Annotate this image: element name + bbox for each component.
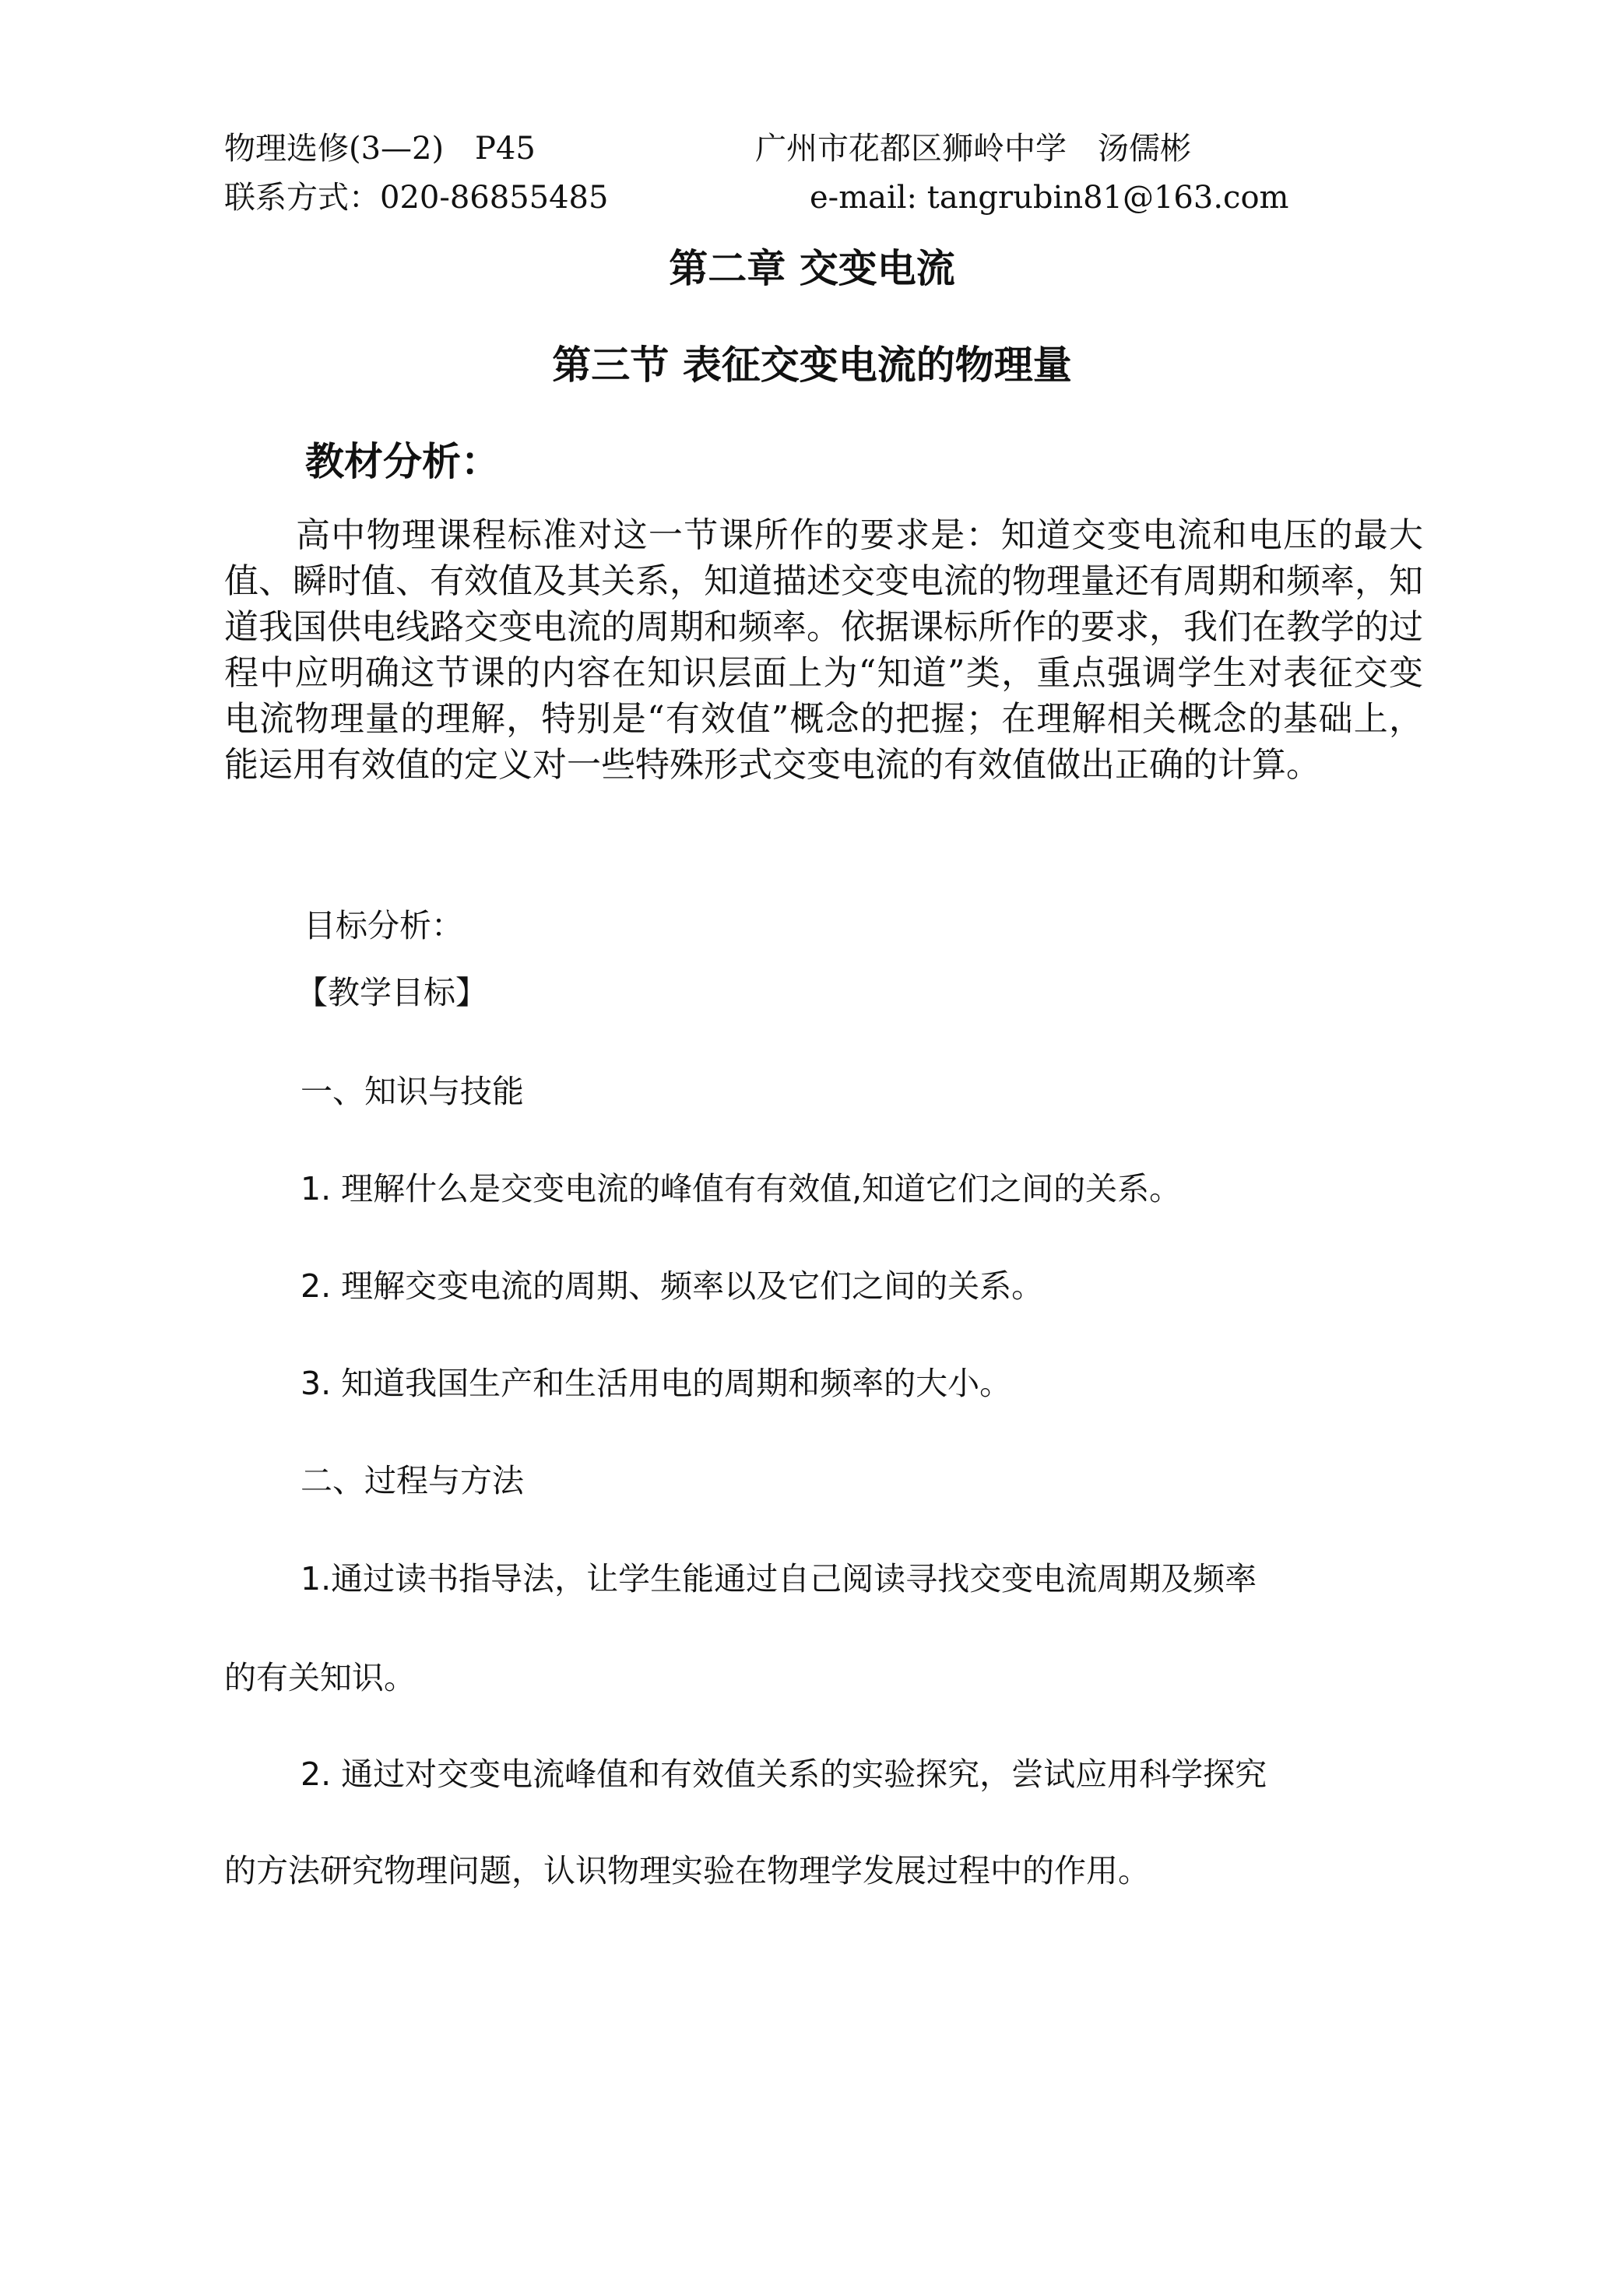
- process-item-1-line-2: 的有关知识。: [224, 1659, 416, 1696]
- teaching-goals-label: 【教学目标】: [296, 974, 487, 1011]
- knowledge-skills-heading: 一、知识与技能: [301, 1073, 524, 1110]
- knowledge-item-3: 3. 知道我国生产和生活用电的周期和频率的大小。: [301, 1365, 1012, 1402]
- material-analysis-heading: 教材分析：: [305, 439, 500, 484]
- header-email: e-mail: tangrubin81@163.com: [810, 180, 1289, 216]
- knowledge-item-1: 1. 理解什么是交变电流的峰值有有效值,知道它们之间的关系。: [301, 1170, 1182, 1207]
- header-course: 物理选修(3—2): [224, 131, 445, 167]
- process-item-2-line-1: 2. 通过对交变电流峰值和有效值关系的实验探究，尝试应用科学探究: [301, 1756, 1267, 1793]
- knowledge-item-2: 2. 理解交变电流的周期、频率以及它们之间的关系。: [301, 1267, 1044, 1305]
- objectives-heading: 目标分析：: [304, 907, 463, 944]
- process-item-1-line-1: 1.通过读书指导法，让学生能通过自己阅读寻找交变电流周期及频率: [301, 1560, 1257, 1597]
- header-contact: 联系方式：020-86855485: [224, 180, 609, 216]
- section-title: 第三节 表征交变电流的物理量: [552, 342, 1072, 388]
- header-school-author: 广州市花都区狮岭中学 汤儒彬: [755, 131, 1191, 167]
- process-methods-heading: 二、过程与方法: [301, 1462, 524, 1499]
- chapter-title: 第二章 交变电流: [669, 245, 955, 291]
- process-item-2-line-2: 的方法研究物理问题，认识物理实验在物理学发展过程中的作用。: [224, 1852, 1150, 1889]
- material-analysis-paragraph: 高中物理课程标准对这一节课所作的要求是：知道交变电流和电压的最大值、瞬时值、有效值及其关系，知道描述交变电流的物理量还有周期和频率，知道我国供电线路交变电流的周期和频率。依据课标所作的要求，我们在教学的过程中应明确这节课的内容在知识层面上为“知道”类，重点强调学生对表征交变电流物理量的理解，特别是“有效值”概念的把握；在理解相关概念的基础上，能运用有效值的定义对一些特殊形式交变电流的有效值做出正确的计算。: [224, 515, 1423, 785]
- header-page: P45: [475, 131, 536, 167]
